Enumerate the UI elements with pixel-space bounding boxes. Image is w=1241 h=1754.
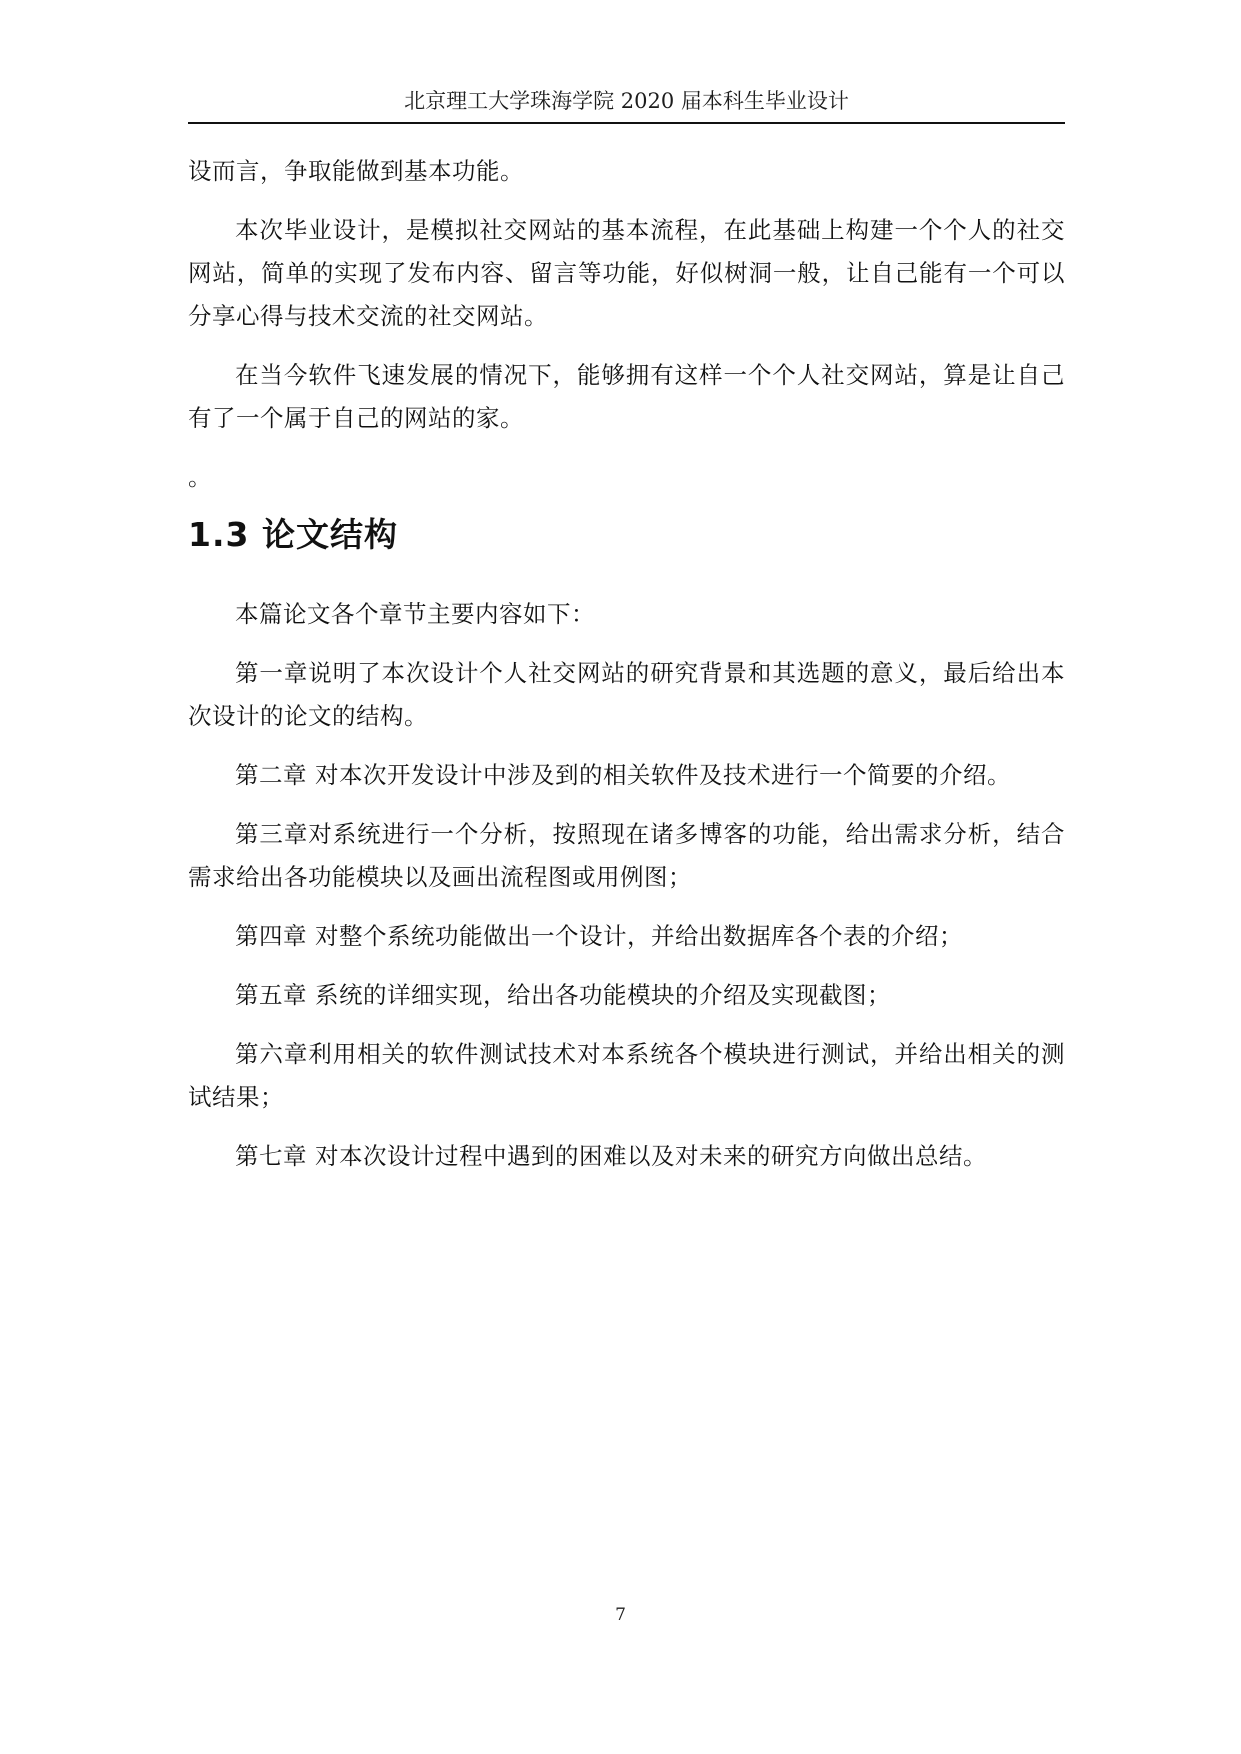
paragraph-chapter-7: 第七章 对本次设计过程中遇到的困难以及对未来的研究方向做出总结。 bbox=[235, 1142, 987, 1170]
paragraph-chapter-6: 第六章利用相关的软件测试技术对本系统各个模块进行测试，并给出相关的测试结果； bbox=[188, 1040, 1065, 1111]
page-header: 北京理工大学珠海学院 2020 届本科生毕业设计 bbox=[404, 89, 849, 113]
paragraph-chapter-3: 第三章对系统进行一个分析，按照现在诸多博客的功能，给出需求分析，结合需求给出各功能模块以及画出流程图或用例图； bbox=[188, 820, 1065, 891]
paragraph-chapter-1: 第一章说明了本次设计个人社交网站的研究背景和其选题的意义，最后给出本次设计的论文的结构。 bbox=[188, 659, 1065, 730]
paragraph-project-summary: 本次毕业设计，是模拟社交网站的基本流程，在此基础上构建一个个人的社交网站，简单的实现了发布内容、留言等功能，好似树洞一般，让自己能有一个可以分享心得与技术交流的社交网站。 bbox=[188, 216, 1065, 330]
page-body bbox=[188, 150, 1065, 1194]
paragraph-chapter-4: 第四章 对整个系统功能做出一个设计，并给出数据库各个表的介绍； bbox=[235, 922, 963, 950]
paragraph-chapter-5: 第五章 系统的详细实现，给出各功能模块的介绍及实现截图； bbox=[235, 981, 891, 1009]
page-number: 7 bbox=[615, 1605, 626, 1625]
header-divider bbox=[188, 122, 1065, 124]
paragraph-structure-intro: 本篇论文各个章节主要内容如下： bbox=[235, 600, 595, 628]
paragraph-continuation: 设而言，争取能做到基本功能。 bbox=[188, 157, 524, 185]
stray-period: 。 bbox=[188, 463, 212, 491]
section-heading: 1.3 论文结构 bbox=[188, 515, 398, 554]
paragraph-chapter-2: 第二章 对本次开发设计中涉及到的相关软件及技术进行一个简要的介绍。 bbox=[235, 761, 1011, 789]
paragraph-project-significance: 在当今软件飞速发展的情况下，能够拥有这样一个个人社交网站，算是让自己有了一个属于自己的网站的家。 bbox=[188, 361, 1065, 432]
